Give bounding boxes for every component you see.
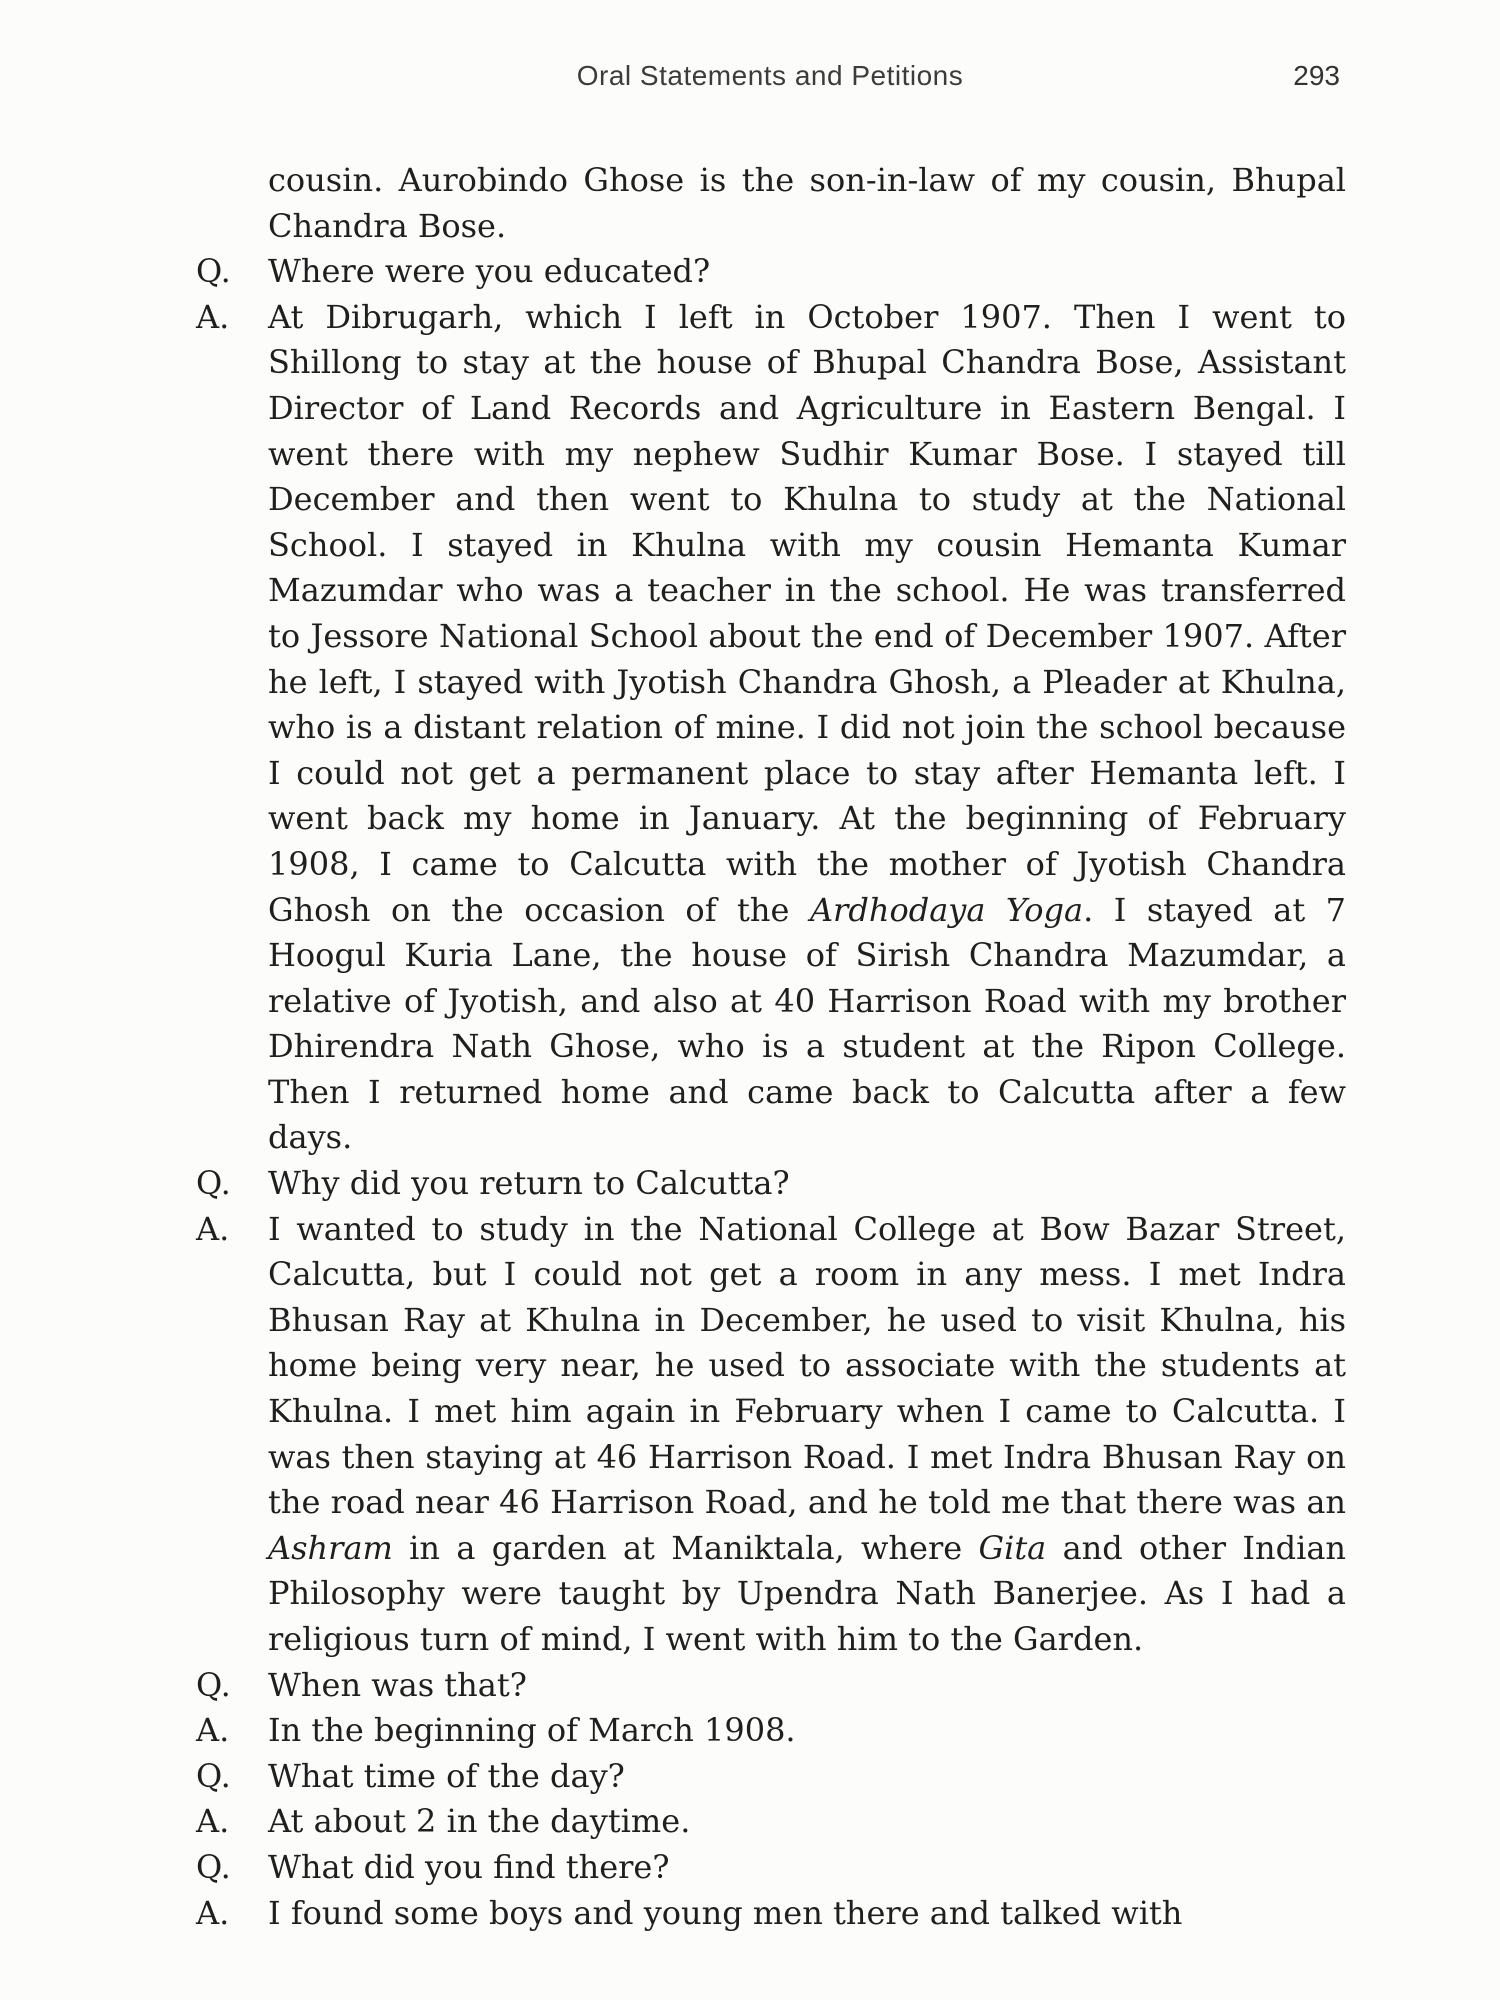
entry-marker: Q.	[196, 1164, 231, 1203]
entry-marker: A.	[196, 1711, 230, 1750]
running-head: Oral Statements and Petitions	[576, 60, 964, 91]
question-entry	[196, 1161, 1346, 1207]
entry-marker: Q.	[196, 1847, 231, 1886]
entry-text: Why did you return to Calcutta?	[268, 1164, 790, 1203]
entry-text: I found some boys and young men there and talked with	[268, 1893, 1183, 1932]
entry-text: I wanted to study in the National College at Bow Bazar Street, Calcutta, but I could not get a room in any mess. I met Indra Bhusan Ray at Khulna in December, he used to visit Khulna, his home being very near, he used to associate with the students at Khulna. I met him again in February when I came to Calcutta. I was then staying at 46 Harrison Road. I met Indra Bhusan Ray on the road near 46 Harrison Road, and he told me that there was an Ashram in a garden at Maniktala, where Gita and other Indian Philosophy were taught by Upendra Nath Banerjee. As I had a religious turn of mind, I went with him to the Garden.	[268, 1209, 1347, 1658]
entry-text: When was that?	[268, 1665, 527, 1704]
answer-entry	[196, 295, 1346, 1161]
answer-entry	[196, 1891, 1346, 1937]
question-entry	[196, 249, 1346, 295]
entry-marker: A.	[196, 1893, 230, 1932]
entry-marker: A.	[196, 1802, 230, 1841]
question-entry	[196, 1845, 1346, 1891]
entry-text: What did you find there?	[268, 1847, 670, 1886]
question-entry	[196, 1754, 1346, 1800]
entry-text: What time of the day?	[268, 1756, 625, 1795]
page-number: 293	[1293, 60, 1340, 91]
entry-marker: Q.	[196, 1665, 231, 1704]
question-entry	[196, 1663, 1346, 1709]
entry-text: cousin. Aurobindo Ghose is the son-in-law of my cousin, Bhupal Chandra Bose.	[268, 161, 1346, 245]
entry-marker: Q.	[196, 1756, 231, 1795]
answer-entry	[196, 1799, 1346, 1845]
answer-entry	[196, 1708, 1346, 1754]
entry-marker: Q.	[196, 252, 231, 291]
entry-text: In the beginning of March 1908.	[268, 1711, 796, 1750]
entry-text: At Dibrugarh, which I left in October 1907. Then I went to Shillong to stay at the house of Bhupal Chandra Bose, Assistant Director of Land Records and Agriculture in Eastern Bengal. I went there with my nephew Sudhir Kumar Bose. I stayed till December and then went to Khulna to study at the National School. I stayed in Khulna with my cousin Hemanta Kumar Mazumdar who was a teacher in the school. He was transferred to Jessore National School about the end of December 1907. After he left, I stayed with Jyotish Chandra Ghosh, a Pleader at Khulna, who is a distant relation of mine. I did not join the school because I could not get a permanent place to stay after Hemanta left. I went back my home in January. At the beginning of February 1908, I came to Calcutta with the mother of Jyotish Chandra Ghosh on the occasion of the Ardhodaya Yoga. I stayed at 7 Hoogul Kuria Lane, the house of Sirish Chandra Mazumdar, a relative of Jyotish, and also at 40 Harrison Road with my brother Dhirendra Nath Ghose, who is a student at the Ripon College. Then I returned home and came back to Calcutta after a few days.	[268, 297, 1347, 1157]
continuation-paragraph	[196, 158, 1346, 249]
page-body	[196, 158, 1346, 1936]
answer-entry	[196, 1207, 1346, 1663]
entry-marker: A.	[196, 1209, 230, 1248]
page-header	[200, 60, 1340, 104]
entry-marker: A.	[196, 297, 230, 336]
entry-text: Where were you educated?	[268, 252, 711, 291]
entry-text: At about 2 in the daytime.	[268, 1802, 691, 1841]
